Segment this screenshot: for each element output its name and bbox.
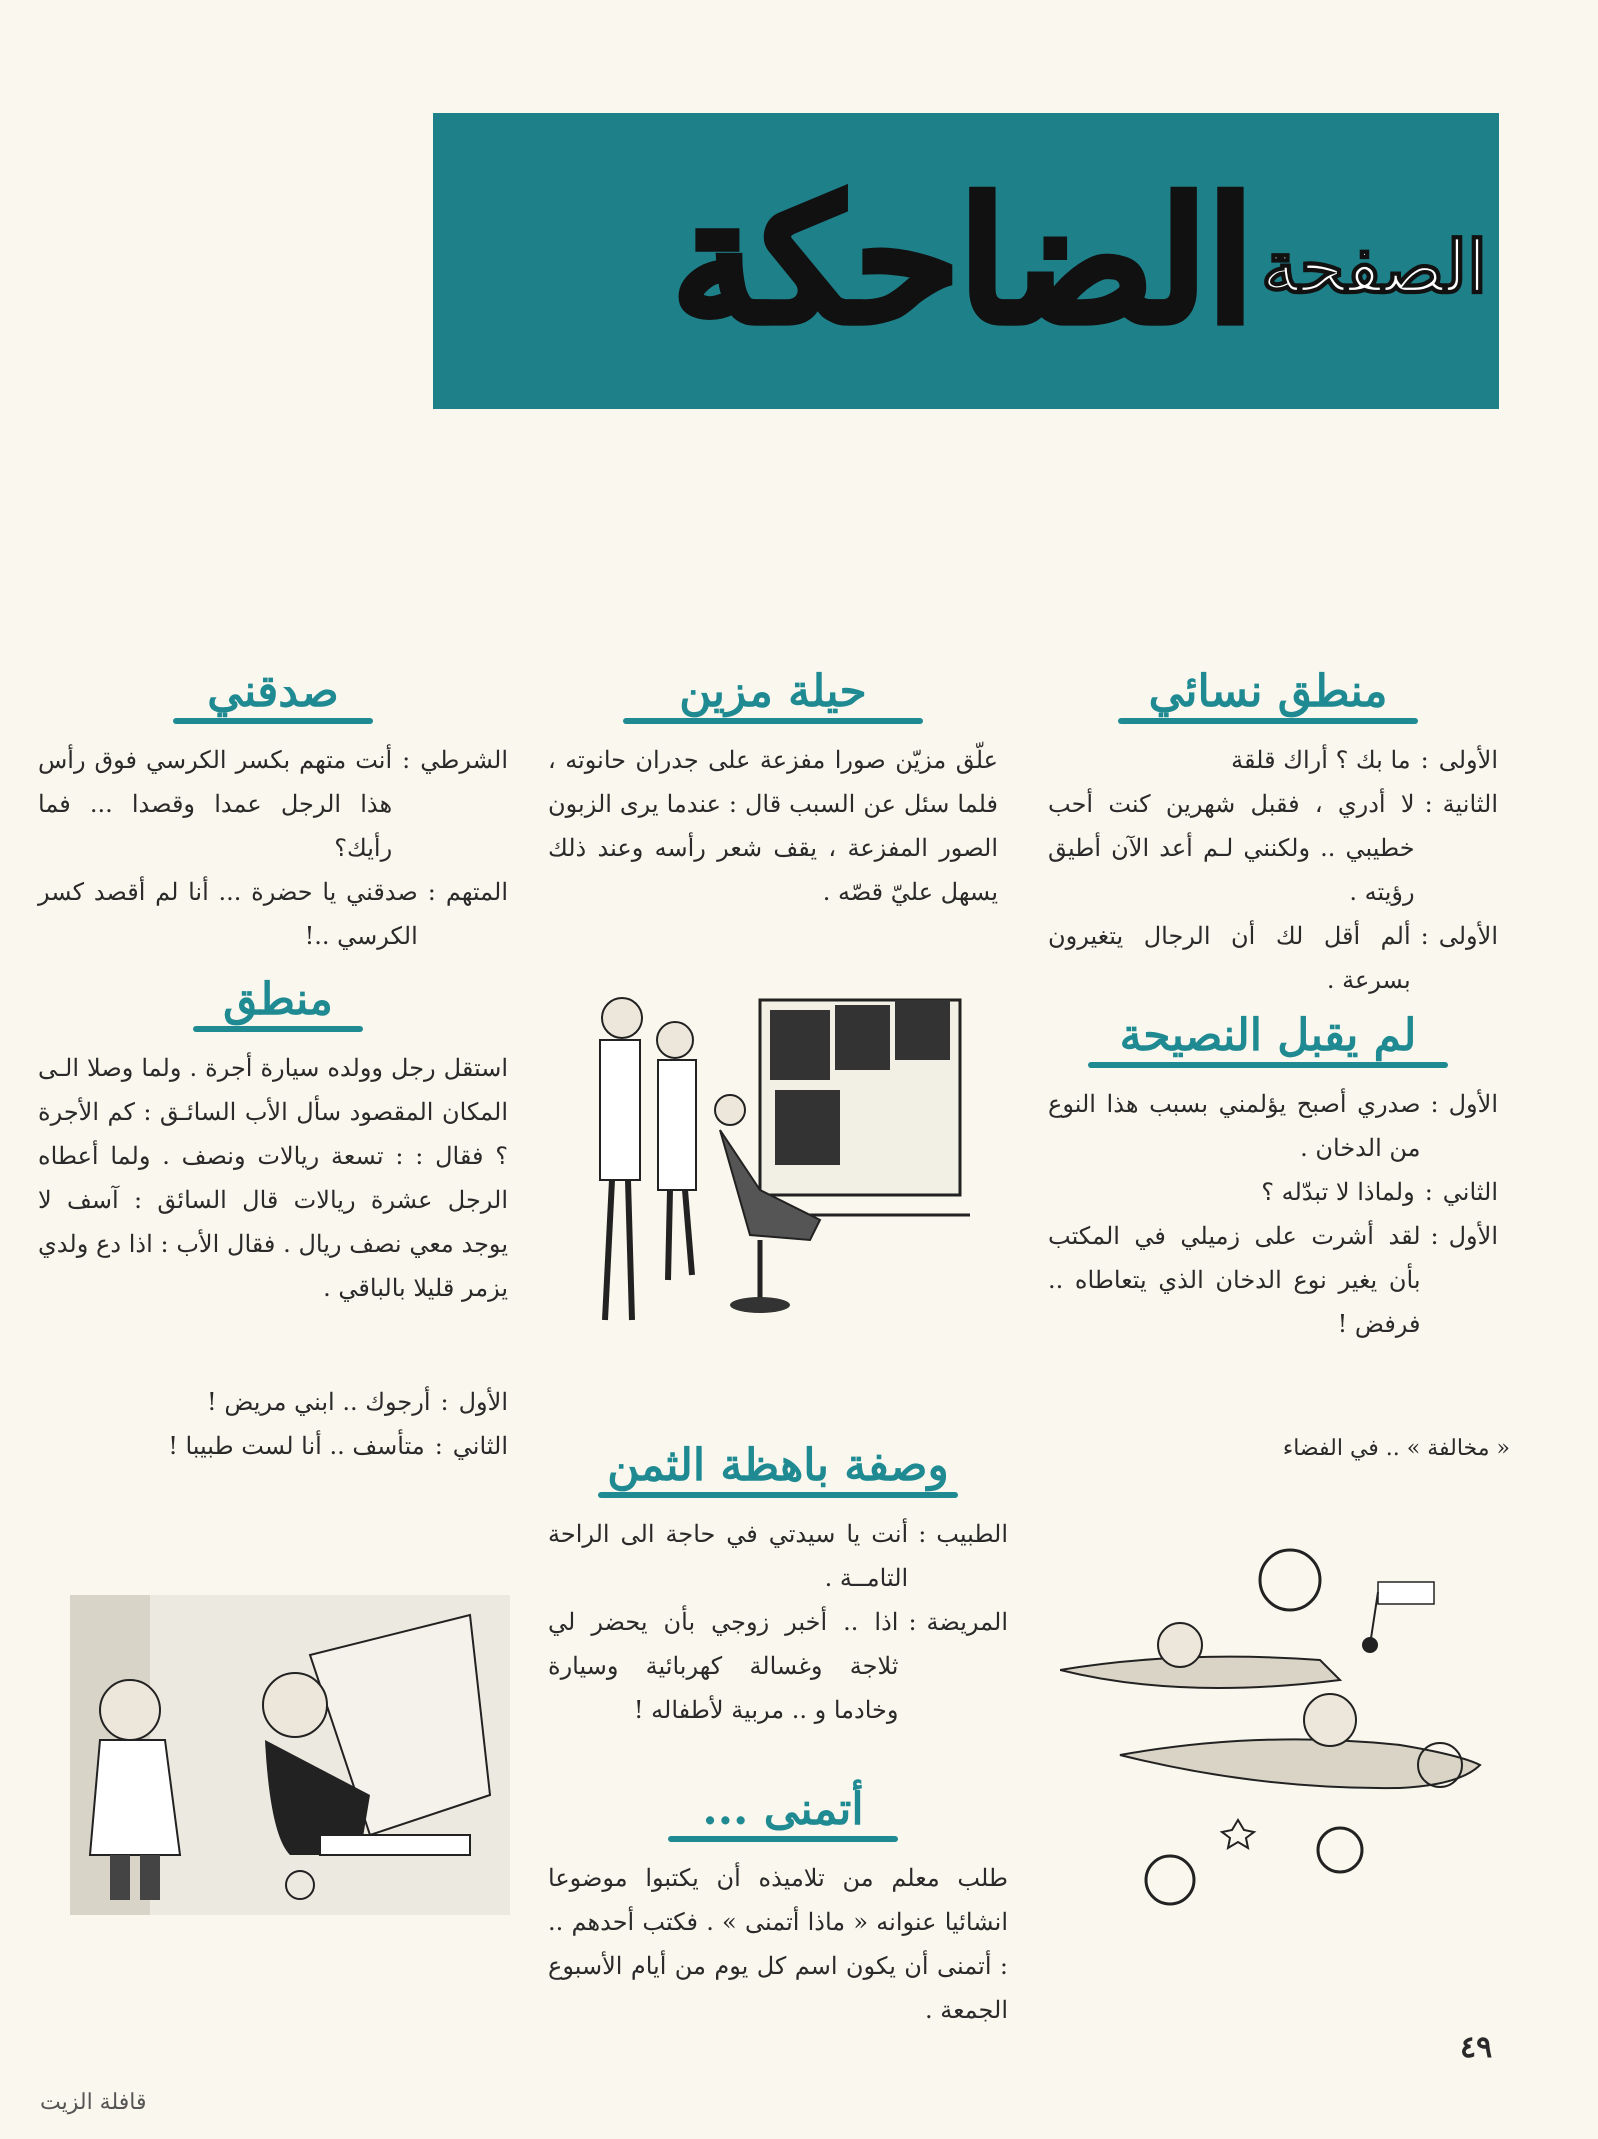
paragraph-mantiq: استقل رجل وولده سيارة أجرة . ولما وصلا الـى المكان المقصود سأل الأب السائـق : كم الأجرة ؟ فقال : : تسعة ريالات ونصف . ولما أعطاه الرجل عشرة ريالات قال السائق : آسف لا يوجد معي نصف ريال . فقال الأب : اذا دع ولدي يزمر قليلا بالباقي . — [38, 1054, 508, 1302]
section-heading-wasfa: وصفة باهظة الثمن — [598, 1442, 958, 1498]
piano-cartoon-illustration — [70, 1595, 510, 1915]
section-heading-hilat-muzayyin: حيلة مزين — [623, 668, 923, 724]
space-cartoon-illustration — [1060, 1540, 1520, 1910]
magazine-name: قافلة الزيت — [40, 2090, 147, 2115]
header-banner — [433, 113, 1499, 409]
section-heading-lam-yaqbal: لم يقبل النصيحة — [1088, 1012, 1448, 1068]
page-number: ٤٩ — [1460, 2030, 1493, 2065]
dialogue-mantiq-nisai: الأولى : ما بك ؟ أراك قلقة الثانية : لا أدري ، فقبل شهرين كنت أحب خطيبي .. ولكنني لـم أعد الآن أطيق رؤيته . الأولى : ألم أقل لك أن الرجال يتغيرون بسرعة . — [1048, 746, 1498, 994]
section-heading-mantiq-nisai: منطق نسائي — [1118, 668, 1418, 724]
space-cartoon-caption: « مخالفة » .. في الفضاء — [1282, 1436, 1510, 1461]
dialogue-lam-yaqbal: الأول : صدري أصبح يؤلمني بسبب هذا النوع من الدخان . الثاني : ولماذا لا تبدّله ؟ الأول : لقد أشرت على زميلي في المكتب بأن يغير نوع الدخان الذي يتعاطاه .. فرفض ! — [1048, 1090, 1498, 1338]
section-heading-mantiq: منطق — [193, 976, 363, 1032]
section-heading-sadiqni: صدقني — [173, 668, 373, 724]
page-title-prefix: الصفحة — [1261, 224, 1487, 309]
page-title: الضاحكة — [672, 162, 1254, 360]
barber-cartoon-illustration — [560, 960, 980, 1340]
paragraph-hilat-muzayyin: علّق مزيّن صورا مفزعة على جدران حانوته ، فلما سئل عن السبب قال : عندما يرى الزبون الصور المفزعة ، يقف شعر رأسه وعند ذلك يسهل عليّ قصّه . — [548, 746, 998, 906]
dialogue-sadiqni: الشرطي : أنت متهم بكسر الكرسي فوق رأس هذا الرجل عمدا وقصدا ... فما رأيك؟ المتهم : صدقني يا حضرة ... أنا لم أقصد كسر الكرسي ..! — [38, 746, 508, 950]
paragraph-atamanna: طلب معلم من تلاميذه أن يكتبوا موضوعا انشائيا عنوانه « ماذا أتمنى » . فكتب أحدهم .. : أتمنى أن يكون اسم كل يوم من أيام الأسبوع الجمعة . — [548, 1864, 1008, 2024]
dialogue-arjuk: الأول : أرجوك .. ابني مريض ! الثاني : متأسف .. أنا لست طبيبا ! — [168, 1388, 508, 1460]
section-heading-atamanna: أتمنى ... — [668, 1786, 898, 1842]
dialogue-wasfa: الطبيب : أنت يا سيدتي في حاجة الى الراحة التامــة . المريضة : اذا .. أخبر زوجي بأن يحضر لي ثلاجة وغسالة كهربائية وسيارة وخادما و .. مربية لأطفاله ! — [548, 1520, 1008, 1724]
